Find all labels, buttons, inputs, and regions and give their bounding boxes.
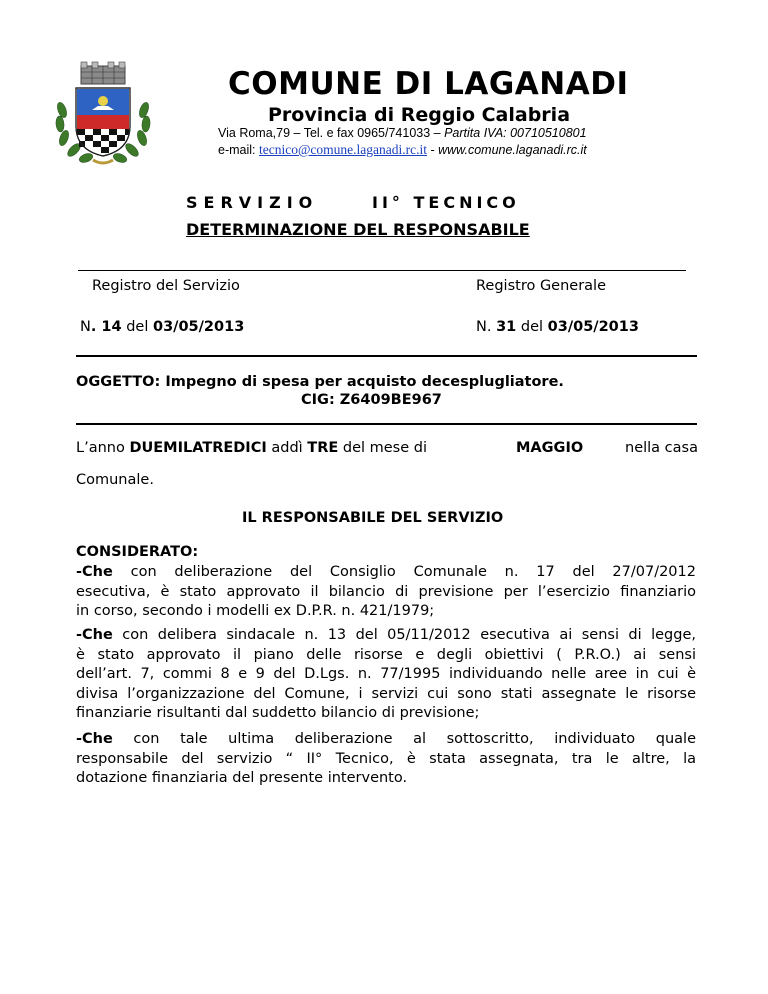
- paragraph-1-line-1: [76, 563, 696, 583]
- general-n-prefix: N.: [476, 319, 497, 335]
- address-line: [218, 126, 587, 140]
- service-heading-name: II° TECNICO: [372, 193, 520, 212]
- service-number: 14: [101, 319, 122, 335]
- intro-text-2: addì: [266, 440, 308, 456]
- service-register-label: Registro del Servizio: [92, 278, 240, 294]
- general-register-number: [476, 319, 639, 335]
- general-number: 31: [496, 319, 517, 335]
- intro-text-4: nella casa: [625, 440, 698, 456]
- email-link[interactable]: tecnico@comune.laganadi.rc.it: [258, 142, 427, 157]
- che-label: -Che: [76, 627, 113, 643]
- intro-year: DUEMILATREDICI: [129, 440, 267, 456]
- p2-text-1: con delibera sindacale n. 13 del 05/11/2012 esecutiva ai sensi di legge,: [112, 627, 696, 643]
- register-divider: [76, 355, 697, 357]
- website-text: www.comune.laganadi.rc.it: [438, 143, 587, 157]
- paragraph-2-line-4: divisa l’organizzazione del Comune, i servizi cui sono stati assegnate le risorse: [76, 685, 696, 702]
- paragraph-2-line-3: dell’art. 7, commi 8 e 9 del D.Lgs. n. 77/1995 individuando nelle aree in cui è: [76, 666, 696, 682]
- service-del: del: [121, 319, 153, 335]
- che-label: -Che: [76, 731, 113, 747]
- paragraph-2-line-2: è stato approvato il piano delle risorse e degli obiettivi ( P.R.O.) ai sensi: [76, 646, 696, 663]
- intro-line: [76, 440, 427, 456]
- email-label: e-mail:: [218, 143, 259, 157]
- general-del: del: [516, 319, 548, 335]
- address-text: Via Roma,79 – Tel. e fax 0965/741033 –: [218, 126, 445, 140]
- intro-text-3: del mese di: [338, 440, 428, 456]
- municipality-title: COMUNE DI LAGANADI: [228, 66, 629, 102]
- p3-text-1: con tale ultima deliberazione al sottoscritto, individuato quale: [112, 731, 696, 747]
- service-n-prefix: N: [80, 319, 91, 335]
- municipal-crest-logo: [48, 60, 158, 170]
- paragraph-2-line-5: finanziarie risultanti dal suddetto bilancio di previsione;: [76, 705, 480, 721]
- paragraph-3: [76, 730, 696, 789]
- paragraph-1-line-2: esecutiva, è stato approvato il bilancio di previsione per l’esercizio finanziario: [76, 583, 696, 600]
- general-register-label: Registro Generale: [476, 278, 607, 294]
- email-separator: -: [426, 143, 439, 157]
- paragraph-3-line-1: [76, 730, 696, 750]
- che-label: -Che: [76, 564, 113, 580]
- paragraph-2: [76, 626, 696, 724]
- service-register-number: [80, 319, 244, 335]
- section-title: IL RESPONSABILE DEL SERVIZIO: [242, 510, 504, 526]
- paragraph-1: [76, 563, 696, 622]
- header-divider: [78, 270, 686, 271]
- paragraph-2-line-1: [76, 626, 696, 646]
- service-date: 03/05/2013: [152, 319, 245, 335]
- service-heading-word: SERVIZIO: [186, 193, 319, 212]
- intro-line-2: Comunale.: [76, 472, 154, 488]
- determination-heading: DETERMINAZIONE DEL RESPONSABILE: [186, 220, 530, 239]
- service-n-dot: .: [90, 319, 102, 335]
- paragraph-1-line-3: in corso, secondo i modelli ex D.P.R. n. 421/1979;: [76, 603, 435, 619]
- cig-line: CIG: Z6409BE967: [301, 392, 442, 408]
- subject-divider: [76, 423, 697, 425]
- paragraph-3-line-3: dotazione finanziaria del presente intervento.: [76, 770, 408, 786]
- subject-line: OGGETTO: Impegno di spesa per acquisto decesplugliatore.: [76, 374, 564, 390]
- intro-month: MAGGIO: [516, 440, 584, 456]
- intro-text-1: L’anno: [76, 440, 130, 456]
- considerato-label: CONSIDERATO:: [76, 544, 199, 560]
- vat-number: Partita IVA: 00710510801: [444, 126, 587, 140]
- contact-line: [218, 142, 587, 158]
- paragraph-3-line-2: responsabile del servizio “ II° Tecnico, è stata assegnata, tra le altre, la: [76, 750, 696, 767]
- intro-day: TRE: [307, 440, 339, 456]
- province-subtitle: Provincia di Reggio Calabria: [268, 104, 571, 126]
- p1-text-1: con deliberazione del Consiglio Comunale n. 17 del 27/07/2012: [112, 564, 696, 580]
- general-date: 03/05/2013: [547, 319, 639, 335]
